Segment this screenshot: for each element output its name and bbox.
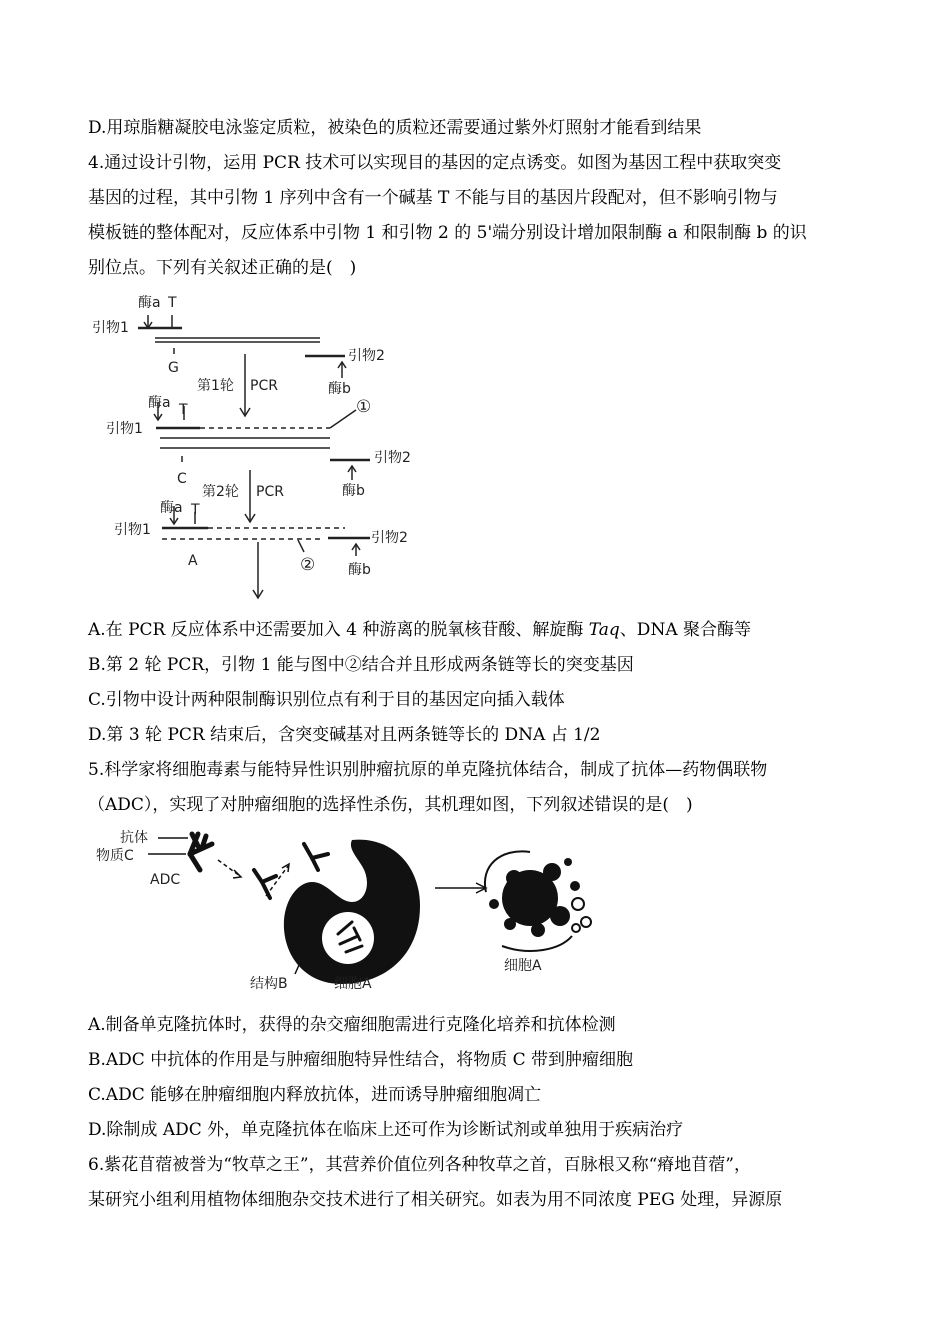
enzyme-b-label: 酶b — [348, 562, 371, 578]
base-t-label: T — [179, 402, 188, 418]
base-c-label: C — [177, 471, 187, 487]
base-a-label: A — [188, 553, 198, 569]
q5-option-d: D.除制成 ADC 外，单克隆抗体在临床上还可作为诊断试剂或单独用于疾病治疗 — [88, 1120, 684, 1140]
base-g-label: G — [168, 360, 179, 376]
primer1-label: 引物1 — [114, 522, 151, 538]
enzyme-b-label: 酶b — [328, 381, 351, 397]
product-1-label: ① — [356, 397, 372, 417]
q4-option-a: A.在 PCR 反应体系中还需要加入 4 种游离的脱氧核苷酸、解旋酶 Taq、DNA 聚合酶等 — [88, 620, 751, 640]
primer1-label: 引物1 — [106, 421, 143, 437]
round1-label: 第1轮 — [197, 378, 234, 394]
round2-label: 第2轮 — [202, 484, 239, 500]
adc-label: ADC — [150, 872, 181, 888]
q4-stem-line: 别位点。下列有关叙述正确的是( ) — [88, 258, 357, 278]
primer1-label: 引物1 — [92, 320, 129, 336]
pcr-label: PCR — [256, 484, 284, 500]
structure-b-vesicle — [322, 912, 374, 964]
q4-stem-line: 基因的过程，其中引物 1 序列中含有一个碱基 T 不能与目的基因片段配对，但不影响引物与 — [88, 188, 778, 208]
enzyme-a-label: 酶a — [138, 295, 161, 311]
pcr-label: PCR — [250, 378, 278, 394]
base-t-label: T — [168, 295, 177, 311]
q6-stem-line: 6.紫花苜蓿被誉为“牧草之王”，其营养价值位列各种牧草之首，百脉根又称“瘠地苜蓿”， — [88, 1155, 751, 1175]
antibody-label: 抗体 — [120, 830, 148, 846]
q5-option-c: C.ADC 能够在肿瘤细胞内释放抗体，进而诱导肿瘤细胞凋亡 — [88, 1085, 542, 1105]
enzyme-b-label: 酶b — [342, 483, 365, 499]
q6-stem-line: 某研究小组利用植物体细胞杂交技术进行了相关研究。如表为用不同浓度 PEG 处理，异源原 — [88, 1190, 783, 1210]
base-t-label: T — [191, 502, 200, 518]
primer2-label: 引物2 — [371, 530, 408, 546]
q5-stem-line: （ADC），实现了对肿瘤细胞的选择性杀伤，其机理如图，下列叙述错误的是( ) — [88, 795, 693, 815]
primer2-label: 引物2 — [374, 450, 411, 466]
q5-stem-line: 5.科学家将细胞毒素与能特异性识别肿瘤抗原的单克隆抗体结合，制成了抗体—药物偶联物 — [88, 760, 768, 780]
q4-stem-line: 模板链的整体配对，反应体系中引物 1 和引物 2 的 5'端分别设计增加限制酶 a 和限制酶 b 的识 — [88, 223, 807, 243]
cell-a-label: 细胞A — [334, 976, 372, 992]
product-2-label: ② — [300, 555, 316, 575]
adc-mechanism-figure — [90, 826, 600, 998]
q3-option-d: D.用琼脂糖凝胶电泳鉴定质粒，被染色的质粒还需要通过紫外灯照射才能看到结果 — [88, 118, 702, 138]
enzyme-a-label: 酶a — [160, 500, 183, 516]
primer2-label: 引物2 — [348, 348, 385, 364]
enzyme-a-label: 酶a — [148, 395, 171, 411]
substance-c-label: 物质C — [96, 848, 134, 864]
q5-option-a: A.制备单克隆抗体时，获得的杂交瘤细胞需进行克隆化培养和抗体检测 — [88, 1015, 616, 1035]
pcr-mutagenesis-figure — [90, 290, 430, 602]
q5-option-b: B.ADC 中抗体的作用是与肿瘤细胞特异性结合，将物质 C 带到肿瘤细胞 — [88, 1050, 634, 1070]
q4-option-c: C.引物中设计两种限制酶识别位点有利于目的基因定向插入载体 — [88, 690, 565, 710]
structure-b-label: 结构B — [250, 976, 288, 992]
q4-option-b: B.第 2 轮 PCR，引物 1 能与图中②结合并且形成两条链等长的突变基因 — [88, 655, 634, 675]
cell-a-label: 细胞A — [504, 958, 542, 974]
q4-option-d: D.第 3 轮 PCR 结束后，含突变碱基对且两条链等长的 DNA 占 1/2 — [88, 725, 601, 745]
q4-stem-line: 4.通过设计引物，运用 PCR 技术可以实现目的基因的定点诱变。如图为基因工程中获取突变 — [88, 153, 782, 173]
